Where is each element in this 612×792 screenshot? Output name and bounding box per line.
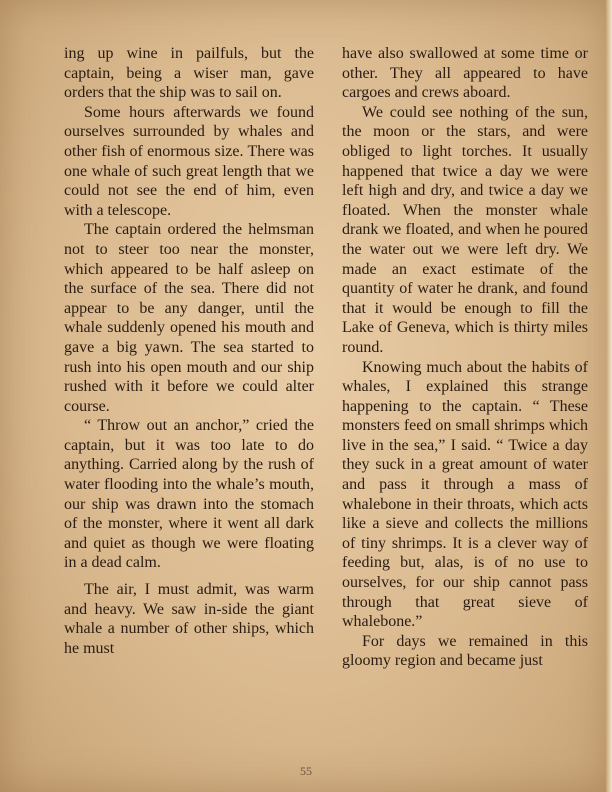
page-number: 55 bbox=[300, 764, 312, 778]
paragraph: have also swallowed at some time or other. They all appeared to have cargoes and crews aboard. bbox=[342, 45, 588, 102]
paragraph: For days we remained in this gloomy region and became just bbox=[342, 632, 588, 670]
paragraph: We could see nothing of the sun, the moon or the stars, and were obliged to light torches. It usually happened that twice a day we were left high and dry, and twice a day we floated. When the monster whale drank we floated, and when he poured the water out we were left dry. We made an exact estimate of the quantity of water he drank, and found that it would be enough to fill the Lake of Geneva, which is thirty miles round. bbox=[342, 103, 588, 356]
paragraph: Some hours afterwards we found ourselves surrounded by whales and other fish of enormous size. There was one whale of such great length that we could not see the end of him, even with a telescope. bbox=[64, 103, 314, 219]
left-column bbox=[64, 44, 314, 658]
page-edge bbox=[606, 0, 612, 792]
right-column bbox=[342, 44, 588, 671]
paragraph: ing up wine in pailfuls, but the captain, being a wiser man, gave orders that the ship was to sail on. bbox=[64, 45, 314, 102]
paragraph: Knowing much about the habits of whales, I explained this strange happening to the captain. “ These monsters feed on small shrimps which live in the sea,” I said. “ Twice a day they suck in a great amount of water and pass it through a mass of whalebone in their throats, which acts like a sieve and collects the millions of tiny shrimps. It is a clever way of feeding but, alas, is of no use to ourselves, for our ship cannot pass through that great sieve of whalebone.” bbox=[342, 358, 588, 631]
paragraph: The captain ordered the helmsman not to steer too near the monster, which appeared to be half asleep on the surface of the sea. There did not appear to be any danger, until the whale suddenly opened his mouth and gave a big yawn. The sea started to rush into his open mouth and our ship rushed with it before we could alter course. bbox=[64, 221, 314, 415]
paragraph: The air, I must admit, was warm and heavy. We saw in-side the giant whale a number of other ships, which he must bbox=[64, 581, 314, 657]
paragraph: “ Throw out an anchor,” cried the captain, but it was too late to do anything. Carried along by the rush of water flooding into the whale’s mouth, our ship was drawn into the stomach of the monster, where it went all dark and quiet as though we were floating in a dead calm. bbox=[64, 417, 314, 572]
